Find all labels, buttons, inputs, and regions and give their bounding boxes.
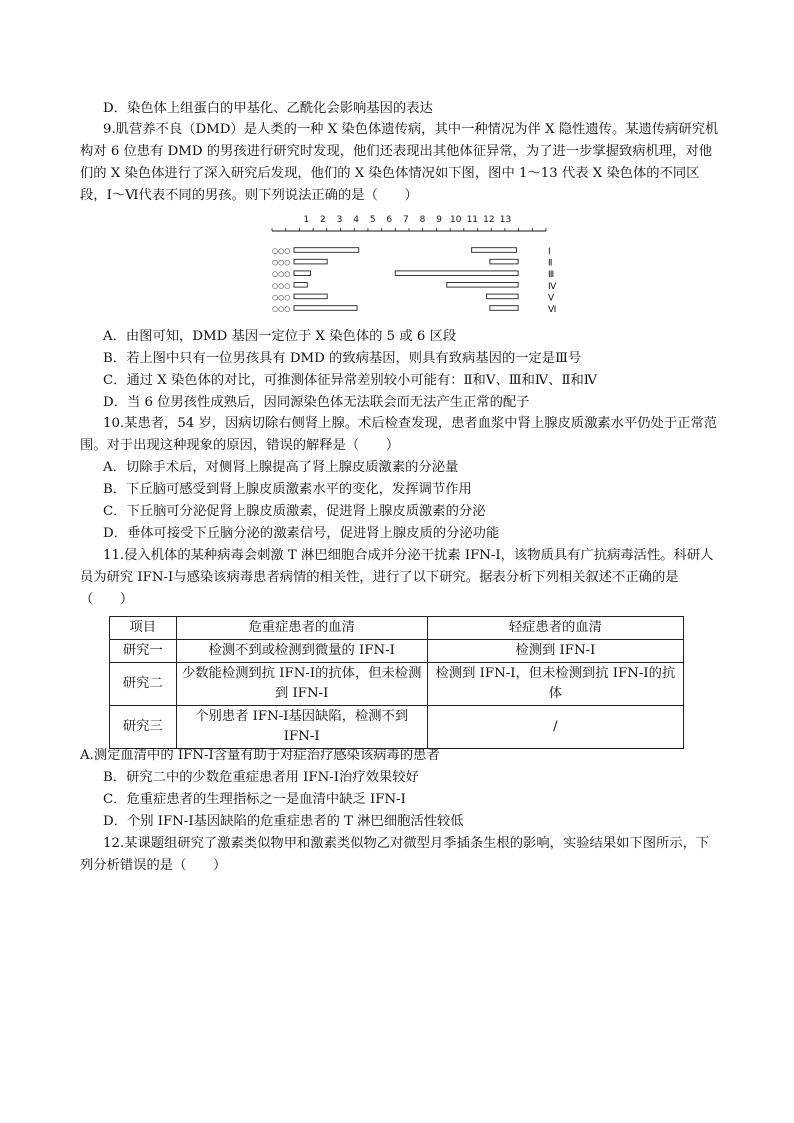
row-markers: ○○○ (272, 281, 291, 290)
boy-label: Ⅵ (548, 305, 557, 314)
deletion-bar (294, 248, 359, 253)
deletion-bar (294, 294, 327, 299)
row-markers: ○○○ (272, 293, 291, 302)
option-10d: D．垂体可接受下丘脑分泌的激素信号，促进肾上腺皮质的分泌功能 (103, 526, 500, 541)
boy-label: Ⅴ (548, 293, 555, 304)
boy-label: Ⅰ (548, 247, 551, 257)
table-row (110, 640, 684, 663)
option-8d: D．染色体上组蛋白的甲基化、乙酰化会影响基因的表达 (103, 101, 433, 116)
deletion-bar (294, 271, 311, 276)
table-cell: 个别患者 IFN-Ⅰ基因缺陷，检测不到 IFN-Ⅰ (176, 706, 427, 749)
table-cell: 研究一 (110, 640, 177, 663)
option-10b: B．下丘脑可感受到肾上腺皮质激素水平的变化，发挥调节作用 (103, 482, 472, 497)
option-10c: C．下丘脑可分泌促肾上腺皮质激素，促进肾上腺皮质激素的分泌 (103, 504, 486, 519)
table-cell: 研究三 (110, 706, 177, 749)
row-markers: ○○○ (272, 247, 291, 255)
segment-label: 9 (436, 215, 442, 225)
row-markers: ○○○ (272, 258, 291, 267)
row-markers: ○○○ (272, 270, 291, 279)
table-cell: 检测到 IFN-Ⅰ (427, 640, 683, 663)
segment-label: 3 (336, 215, 343, 225)
segment-label: 8 (419, 215, 426, 225)
table-cell: 研究二 (110, 663, 177, 706)
segment-label: 11 (466, 215, 479, 225)
table-row (110, 663, 684, 706)
ifn-study-table (109, 616, 684, 749)
table-header-row (110, 617, 684, 640)
segment-label: 5 (369, 215, 376, 225)
deletion-bar (487, 294, 519, 299)
question-11: 11.侵入机体的某种病毒会刺激 T 淋巴细胞合成并分泌干扰素 IFN-Ⅰ，该物质具有广抗病毒活性。科研人员为研究 IFN-Ⅰ与感染该病毒患者病情的相关性，进行了以下研究。据表分析下列相关叙述不正确的是（ ） (80, 548, 714, 607)
table-row (110, 706, 684, 749)
segment-label: 12 (483, 215, 495, 225)
table-header-cell: 项目 (110, 617, 177, 640)
option-9b: B．若上图中只有一位男孩具有 DMD 的致病基因，则具有致病基因的一定是Ⅲ号 (103, 351, 582, 366)
question-12: 12.某课题组研究了激素类似物甲和激素类似物乙对微型月季插条生根的影响，实验结果如下图所示，下列分析错误的是（ ） (80, 836, 710, 873)
table-cell: 少数能检测到抗 IFN-Ⅰ的抗体，但未检测到 IFN-Ⅰ (176, 663, 427, 706)
option-11b: B．研究二中的少数危重症患者用 IFN-Ⅰ治疗效果较好 (103, 770, 419, 785)
segment-label: 6 (386, 215, 393, 225)
table-cell: 检测到 IFN-Ⅰ，但未检测到抗 IFN-Ⅰ的抗体 (427, 663, 683, 706)
option-9d: D．当 6 位男孩性成熟后，因同源染色体无法联会而无法产生正常的配子 (103, 395, 530, 410)
option-11d: D．个别 IFN-Ⅰ基因缺陷的危重症患者的 T 淋巴细胞活性较低 (103, 814, 464, 829)
deletion-bar (490, 306, 518, 311)
option-10a: A．切除手术后，对侧肾上腺提高了肾上腺皮质激素的分泌量 (103, 460, 459, 475)
boy-label: Ⅱ (548, 258, 553, 269)
deletion-bar (395, 271, 518, 276)
question-10: 10.某患者，54 岁，因病切除右侧肾上腺。术后检查发现，患者血浆中肾上腺皮质激素水平仍处于正常范围。对于出现这种现象的原因，错误的解释是（ ） (80, 416, 718, 453)
deletion-bar (294, 283, 307, 288)
option-9a: A．由图可知，DMD 基因一定位于 X 染色体的 5 或 6 区段 (103, 329, 457, 344)
segment-label: 4 (353, 215, 359, 225)
segment-label: 13 (499, 215, 512, 225)
boy-label: Ⅲ (548, 270, 555, 281)
segment-label: 10 (449, 215, 462, 225)
segment-label: 1 (303, 215, 310, 225)
segment-label: 7 (403, 215, 409, 225)
option-11a: A.测定血清中的 IFN-Ⅰ含量有助于对症治疗感染该病毒的患者 (80, 748, 440, 763)
table-header-cell: 危重症患者的血清 (176, 617, 427, 640)
deletion-bar (472, 248, 517, 253)
table-cell: / (427, 706, 683, 749)
deletion-bar (294, 259, 327, 264)
x-chromosome-diagram (270, 206, 560, 314)
deletion-bar (490, 259, 518, 264)
row-markers: ○○○ (272, 305, 291, 313)
deletion-bar (447, 283, 518, 288)
segment-label: 2 (320, 215, 326, 225)
deletion-bar (294, 306, 357, 311)
table-cell: 检测不到或检测到微量的 IFN-Ⅰ (176, 640, 427, 663)
option-9c: C．通过 X 染色体的对比，可推测体征异常差别较小可能有：Ⅱ和Ⅴ、Ⅲ和Ⅳ、Ⅱ和Ⅳ (103, 373, 598, 388)
boy-label: Ⅳ (548, 281, 557, 292)
option-11c: C．危重症患者的生理指标之一是血清中缺乏 IFN-Ⅰ (103, 792, 406, 807)
table-header-cell: 轻症患者的血清 (427, 617, 683, 640)
question-9: 9.肌营养不良（DMD）是人类的一种 X 染色体遗传病，其中一种情况为伴 X 隐性遗传。某遗传病研究机构对 6 位患有 DMD 的男孩进行研究时发现，他们还表现出其他体征异常，为了进一步掌握致病机理，对他们的 X 染色体进行了深入研究后发现，他们的 X 染色体情况如下图，图中 1～13 代表 X 染色体的不同区段，Ⅰ～Ⅵ代表不同的男孩。则下列说法正确的是（ ） (80, 122, 719, 203)
